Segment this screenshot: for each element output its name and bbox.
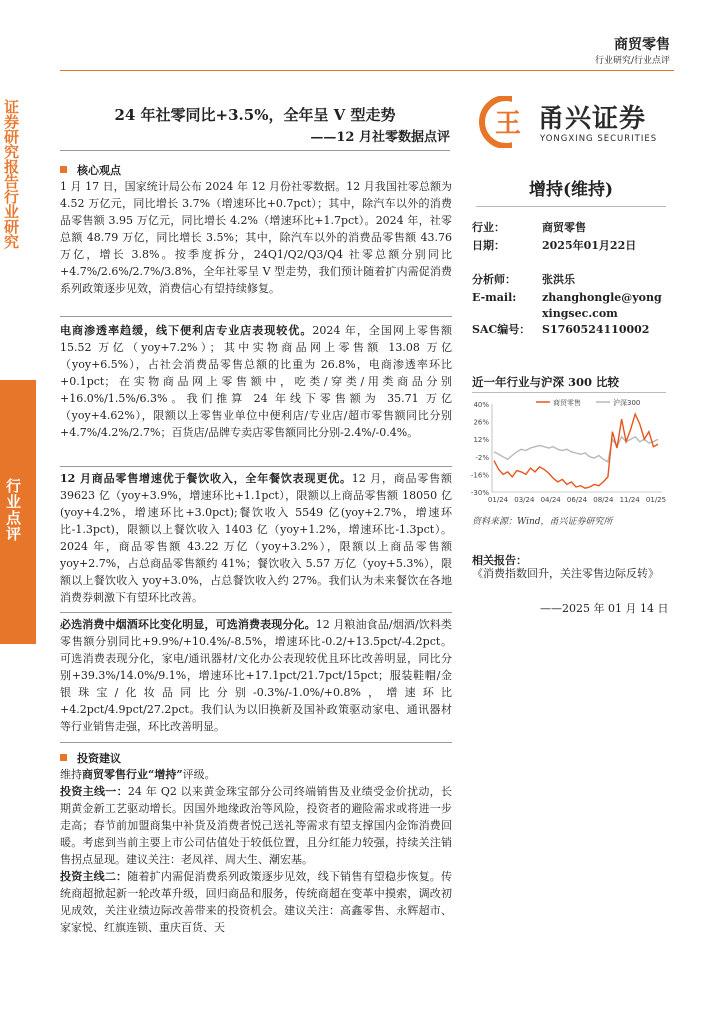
core-heading: 核心观点 xyxy=(60,162,121,178)
invest-heading: 投资建议 xyxy=(60,750,121,766)
series-line-hs300 xyxy=(494,437,658,462)
divider-1 xyxy=(60,316,452,317)
x-tick-label: 01/24 xyxy=(487,496,509,504)
related-text[interactable]: 《消费指数回升，关注零售边际反转》 xyxy=(472,567,659,580)
chart-title: 近一年行业与沪深 300 比较 xyxy=(472,375,620,389)
invest-main-line-1: 投资主线一：24 年 Q2 以来黄金珠宝部分公司终端销售及业绩受金价扰动，长期黄金新工艺驱动增长。因国外地缘政治等风险，投资者的避险需求或将进一步走高；春节前加盟商集中补货及消费者悦己送礼等需求有望支撑国内金饰消费回暖。考虑到当前主要上市公司估值处于较低位置，且分红能力较强，持续关注销售拐点显现。建议关注：老凤祥、周大生、潮宏基。 xyxy=(60,785,452,866)
divider-3 xyxy=(60,612,452,613)
x-tick-label: 08/24 xyxy=(593,496,614,504)
x-tick-label: 11/24 xyxy=(619,496,640,504)
paragraph-retail-catering: 12 月商品零售增速优于餐饮收入，全年餐饮表现更优。12 月，商品零售额 39623 亿（yoy+3.9%，增速环比+1.1pct），限额以上商品零售额 18050 亿(yoy+4.2%，增速环比+3.0pct);餐饮收入 5549 亿(yoy+2.7%，增速环比-1.3pct)，限额以上餐饮收入 1403 亿（yoy+1.2%，增速环比-1.3pct）。2024 年，商品零售额 43.22 万亿（yoy+3.2%），限额以上商品零售额 yoy+2.7%，占总商品零售额约 41%；餐饮收入 5.57 万亿（yoy+5.3%），限额以上餐饮收入 yoy+3.0%，占总餐饮收入约 27%。我们认为未来餐饮在各地消费券刺激下有望环比改善。 xyxy=(60,472,453,604)
y-tick-label: -30% xyxy=(470,489,489,497)
logo-text-cn: 甬兴证券 xyxy=(538,104,647,134)
title-rule xyxy=(60,150,450,151)
y-tick-label: 40% xyxy=(473,401,489,409)
y-tick-label: 26% xyxy=(473,418,489,427)
paragraph-categories: 必选消费中烟酒环比变化明显，可选消费表现分化。12 月粮油食品/烟酒/饮料类零售额分别同比+9.9%/+10.4%/-8.5%，增速环比-0.2/+13.5pct/-4.2pct。可选消费表现分化，家电/通讯器材/文化办公表现较优且环比改善明显，同比分别+39.3%/14.0%/9.1%，增速环比+17.1pct/21.7pct/15pct；服装鞋帽/金银珠宝/化妆品同比分别-0.3%/-1.0%/+0.8%，增速环比+4.2pct/4.9pct/27.2pct。我们认为以旧换新及国补政策驱动家电、通讯器材等行业销售走强，环比改善明显。 xyxy=(60,618,453,733)
info-date: 日期： 2025年01月22日 xyxy=(472,239,637,252)
header-sector: 商贸零售 xyxy=(614,37,670,53)
legend-label: 沪深300 xyxy=(613,399,641,407)
core-paragraph: 1 月 17 日，国家统计局公布 2024 年 12 月份社零数据。12 月我国社零总额为 4.52 万亿元，同比增长 3.7%（增速环比+0.7pct）；其中，除汽车以外的消费品零售额 3.95 万亿元，同比增长 4.2%（增速环比+1.7pct）。2024 年，社零总额 48.79 万亿，同比增长 3.5%；其中，除汽车以外的消费品零售额 43.76 万亿，增长 3.8%。按季度拆分，24Q1/Q2/Q3/Q4 社零总额分别同比+4.7%/2.6%/2.7%/3.8%，全年社零呈 V 型走势，我们预计随着扩内需促消费系列政策逐步见效，消费信心有望持续修复。 xyxy=(60,180,452,295)
x-tick-label: 04/24 xyxy=(540,496,561,504)
y-tick-label: -2% xyxy=(475,453,489,462)
legend-label: 商贸零售 xyxy=(553,399,581,407)
chart-source: 资料来源：Wind，甬兴证券研究所 xyxy=(472,517,613,527)
rating-rule xyxy=(476,206,666,207)
paragraph-ecommerce: 电商渗透率趋缓，线下便利店专业店表现较优。2024 年，全国网上零售额 15.52 万亿（yoy+7.2%）；其中实物商品网上零售额 13.08 万亿（yoy+6.5%），占社会消费品零售总额的比重为 26.8%，电商渗透率环比+0.1pct；在实物商品网上零售额中，吃类/穿类/用类商品分别+16.0%/1.5%/6.3%。我们推算 24 年线下零售额为 35.71 万亿（yoy+4.62%），限额以上零售业单位中便利店/专业店/超市零售额同比分别+4.7%/4.2%/2.7%；百货店/品牌专卖店零售额同比分别-2.4%/-0.4%。 xyxy=(60,324,452,439)
y-tick-label: -16% xyxy=(470,471,489,480)
sidebar-top-text: 证券研究报告 行业研究 xyxy=(4,98,20,251)
invest-rating-line: 维持商贸零售行业“增持”评级。 xyxy=(60,768,216,781)
report-title: 24 年社零同比+3.5%，全年呈 V 型走势 xyxy=(114,106,396,124)
info-sac: SAC编号： S1760524110002 xyxy=(472,323,650,336)
header-subtitle: 行业研究/行业点评 xyxy=(594,56,670,66)
divider-4 xyxy=(60,742,452,743)
logo-mark-icon xyxy=(478,96,534,148)
info-analyst: 分析师： 张洪乐 xyxy=(472,273,575,286)
y-tick-label: 12% xyxy=(473,436,489,445)
sidebar-box-text: 行业点评 xyxy=(6,477,22,543)
square-bullet-icon xyxy=(60,754,67,761)
divider-2 xyxy=(60,466,452,467)
logo-mark-glyph: 王 xyxy=(494,109,522,139)
comparison-chart xyxy=(466,396,670,512)
info-email: E-mail: zhanghongle@yongxingsec.com xyxy=(472,291,662,320)
x-tick-label: 03/24 xyxy=(514,496,535,504)
x-tick-label: 01/25 xyxy=(645,496,667,504)
related-date: ——2025 年 01 月 14 日 xyxy=(540,602,669,615)
logo-text-en: YONGXING SECURITIES xyxy=(540,134,658,144)
x-tick-label: 06/24 xyxy=(566,496,588,504)
info-industry: 行业： 商贸零售 xyxy=(472,221,586,234)
chart-rule xyxy=(472,392,666,393)
related-title: 相关报告： xyxy=(472,554,527,567)
square-bullet-icon xyxy=(60,166,67,173)
report-subtitle: ——12 月社零数据点评 xyxy=(310,130,450,145)
invest-main-line-2: 投资主线二：随着扩内需促消费系列政策逐步见效，线下销售有望稳步恢复。传统商超掀起新一轮改革升级，回归商品和服务，传统商超在变革中摸索，调改初见成效，关注业绩边际改善带来的投资机会。建议关注：高鑫零售、永辉超市、家家悦、红旗连锁、重庆百货、天 xyxy=(60,870,453,934)
header-rule xyxy=(60,70,674,71)
rating: 增持(维持) xyxy=(528,180,614,200)
